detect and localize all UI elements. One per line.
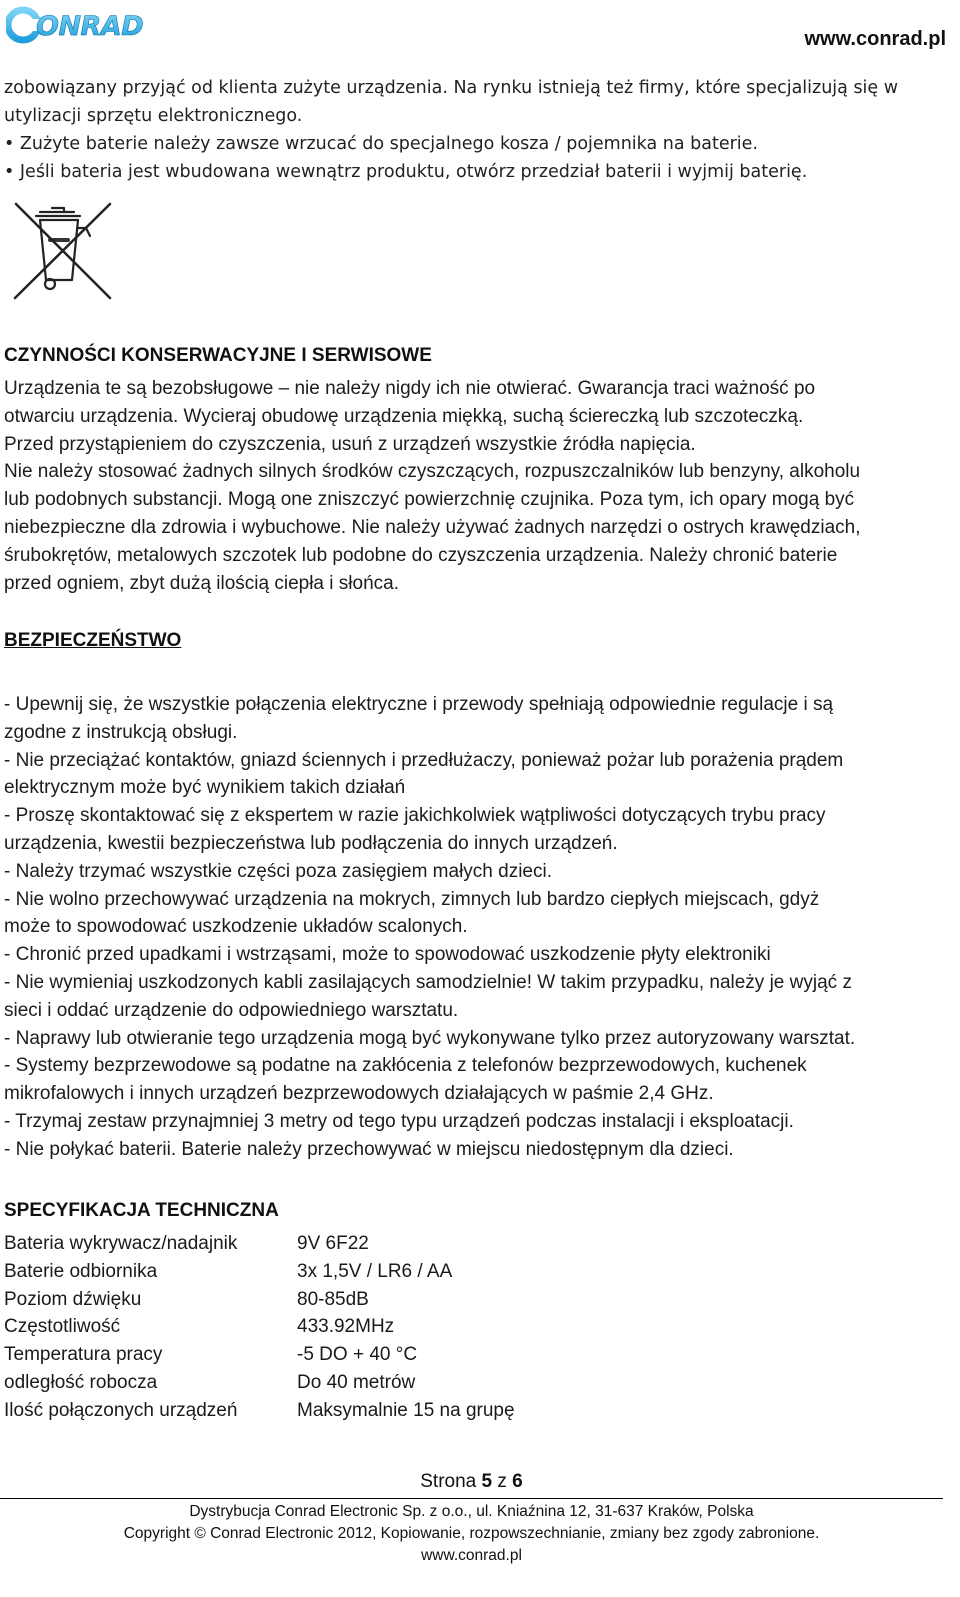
page-of: z [492, 1471, 513, 1492]
spec-row [4, 1341, 515, 1369]
safety-line: - Upewnij się, że wszystkie połączenia elektryczne i przewody spełniają odpowiednie regulacje i są [4, 694, 834, 715]
footer-divider [0, 1498, 943, 1499]
page-prefix: Strona [420, 1471, 482, 1492]
spec-value: 3x 1,5V / LR6 / AA [297, 1260, 453, 1282]
crossed-out-wheelie-bin-icon [10, 200, 114, 304]
intro-line: • Zużyte baterie należy zawsze wrzucać do specjalnego kosza / pojemnika na baterie. [4, 134, 758, 154]
safety-line: elektrycznym może być wynikiem takich działań [4, 777, 406, 799]
safety-line: - Nie przeciążać kontaktów, gniazd ściennych i przedłużaczy, ponieważ pożar lub porażenia prądem [4, 749, 844, 771]
spec-row [4, 1369, 515, 1397]
maintenance-line: Urządzenia te są bezobsługowe – nie należy nigdy ich nie otwierać. Gwarancja traci ważność po [4, 378, 816, 399]
maintenance-line: Przed przystąpieniem do czyszczenia, usuń z urządzeń wszystkie źródła napięcia. [4, 433, 696, 455]
spec-label: Poziom dźwięku [4, 1288, 142, 1310]
safety-line: sieci i oddać urządzenie do odpowiedniego warsztatu. [4, 999, 459, 1021]
spec-row [4, 1286, 515, 1314]
intro-text [4, 74, 950, 186]
safety-line: - Należy trzymać wszystkie części poza zasięgiem małych dzieci. [4, 860, 552, 882]
footer-copyright: Copyright © Conrad Electronic 2012, Kopiowanie, rozpowszechnianie, zmiany bez zgody zabronione. [123, 1525, 820, 1542]
maintenance-line: niebezpieczne dla zdrowia i wybuchowe. Nie należy używać żadnych narzędzi o ostrych krawędziach, [4, 516, 861, 538]
specs-table [4, 1230, 515, 1425]
safety-line: - Nie wymieniaj uszkodzonych kabli zasilających samodzielnie! W takim przypadku, należy je wyjąć z [4, 971, 852, 993]
safety-text [4, 691, 954, 1164]
spec-label: Bateria wykrywacz/nadajnik [4, 1233, 238, 1254]
maintenance-line: Nie należy stosować żadnych silnych środków czyszczących, rozpuszczalników lub benzyny, alkoholu [4, 461, 861, 483]
safety-line: - Chronić przed upadkami i wstrząsami, może to spowodować uszkodzenie płyty elektroniki [4, 944, 771, 966]
maintenance-line: otwarciu urządzenia. Wycieraj obudowę urządzenia miękką, suchą ściereczką lub szczoteczką. [4, 405, 804, 427]
maintenance-line: lub podobnych substancji. Mogą one zniszczyć powierzchnię czujnika. Poza tym, ich opary mogą być [4, 489, 855, 511]
spec-label: odległość robocza [4, 1371, 158, 1393]
safety-heading: BEZPIECZEŃSTWO [4, 630, 182, 651]
maintenance-line: przed ogniem, zbyt dużą ilością ciepła i słońca. [4, 572, 399, 594]
safety-line: urządzenia, kwestii bezpieczeństwa lub podłączenia do innych urządzeń. [4, 832, 618, 854]
site-url: www.conrad.pl [804, 28, 946, 50]
maintenance-text [4, 375, 954, 597]
page-header [0, 0, 960, 60]
spec-value: 9V 6F22 [297, 1233, 369, 1254]
spec-label: Częstotliwość [4, 1316, 121, 1338]
maintenance-heading: CZYNNOŚCI KONSERWACYJNE I SERWISOWE [4, 345, 432, 366]
page-current: 5 [481, 1471, 493, 1492]
spec-value: Maksymalnie 15 na grupę [297, 1399, 515, 1421]
safety-line: - Systemy bezprzewodowe są podatne na zakłócenia z telefonów bezprzewodowych, kuchenek [4, 1055, 807, 1077]
conrad-logo [6, 6, 166, 44]
page-total: 6 [512, 1471, 523, 1492]
spec-value: Do 40 metrów [297, 1371, 416, 1393]
spec-row [4, 1397, 515, 1425]
spec-label: Temperatura pracy [4, 1344, 163, 1366]
intro-line: • Jeśli bateria jest wbudowana wewnątrz produktu, otwórz przedział baterii i wyjmij baterię. [4, 162, 808, 182]
spec-row [4, 1230, 515, 1258]
spec-row [4, 1313, 515, 1341]
safety-line: - Naprawy lub otwieranie tego urządzenia mogą być wykonywane tylko przez autoryzowany warsztat. [4, 1027, 856, 1049]
maintenance-line: śrubokrętów, metalowych szczotek lub podobne do czyszczenia urządzenia. Należy chronić baterie [4, 544, 838, 566]
safety-line: - Trzymaj zestaw przynajmniej 3 metry od tego typu urządzeń podczas instalacji i eksploatacji. [4, 1110, 794, 1132]
safety-line: może to spowodować uszkodzenie układów scalonych. [4, 916, 468, 938]
spec-value: 80-85dB [297, 1288, 369, 1310]
safety-line: - Nie wolno przechowywać urządzenia na mokrych, zimnych lub bardzo ciepłych miejscach, gdyż [4, 888, 820, 910]
spec-value: -5 DO + 40 °C [297, 1344, 418, 1366]
safety-line: - Proszę skontaktować się z ekspertem w razie jakichkolwiek wątpliwości dotyczących trybu pracy [4, 805, 826, 827]
safety-line: mikrofalowych i innych urządzeń bezprzewodowych działających w paśmie 2,4 GHz. [4, 1083, 714, 1105]
specs-heading: SPECYFIKACJA TECHNICZNA [4, 1200, 279, 1221]
spec-row [4, 1258, 515, 1286]
footer-distribution: Dystrybucja Conrad Electronic Sp. z o.o., ul. Kniaźnina 12, 31-637 Kraków, Polska [189, 1503, 754, 1520]
page-number [0, 1471, 943, 1493]
spec-label: Ilość połączonych urządzeń [4, 1399, 238, 1421]
safety-line: zgodne z instrukcją obsługi. [4, 721, 238, 743]
spec-label: Baterie odbiornika [4, 1260, 158, 1282]
svg-text:ONRAD: ONRAD [36, 11, 144, 42]
intro-line: zobowiązany przyjąć od klienta zużyte urządzenia. Na rynku istnieją też firmy, które specjalizują się w [4, 78, 899, 98]
safety-line: - Nie połykać baterii. Baterie należy przechowywać w miejscu niedostępnym dla dzieci. [4, 1138, 734, 1160]
spec-value: 433.92MHz [297, 1316, 395, 1338]
intro-line: utylizacji sprzętu elektronicznego. [4, 106, 303, 126]
footer-url: www.conrad.pl [421, 1547, 522, 1564]
